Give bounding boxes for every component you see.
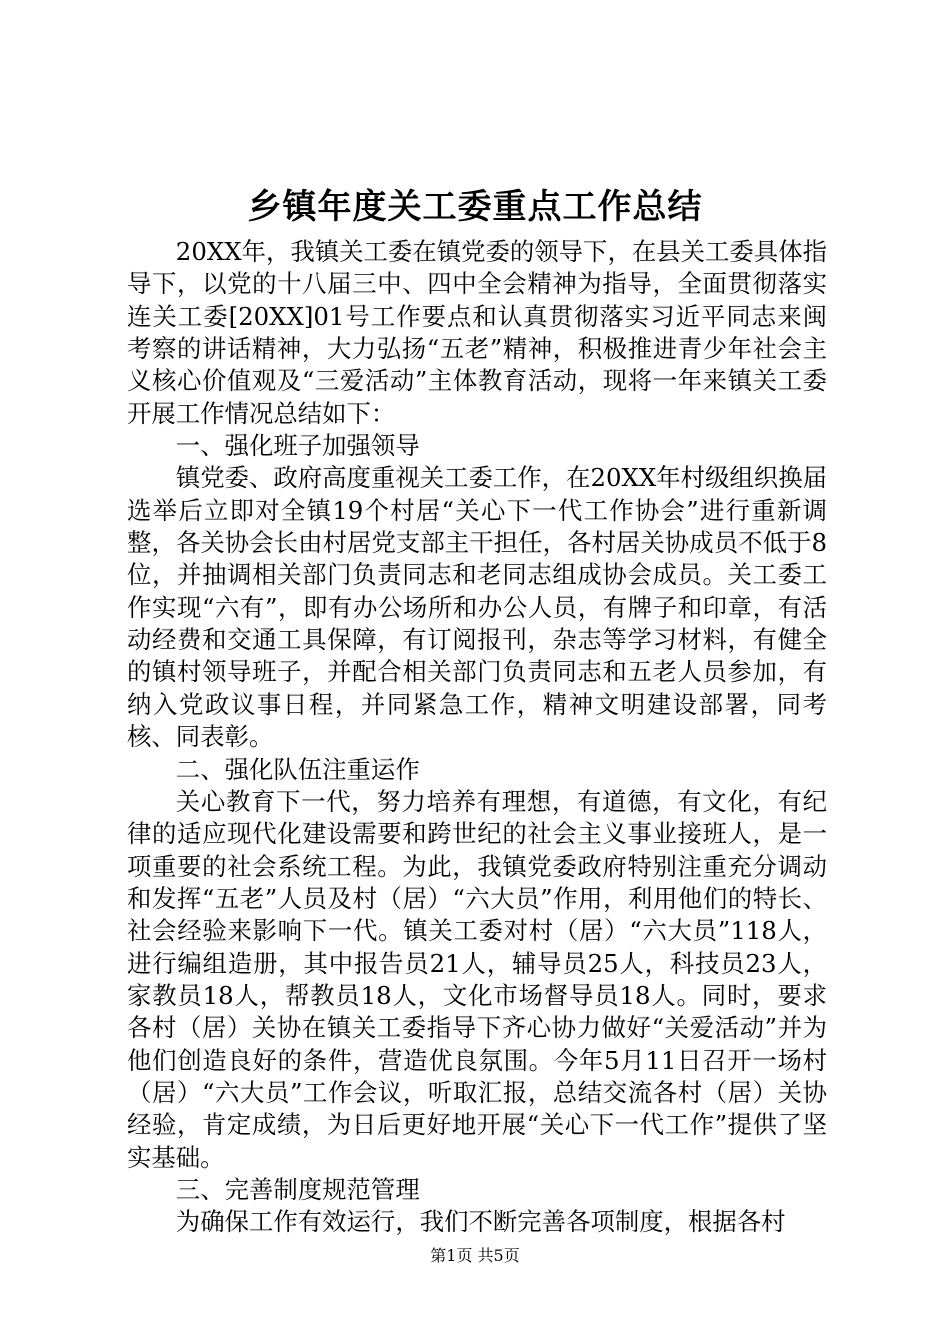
intro-paragraph: 20XX年，我镇关工委在镇党委的领导下，在县关工委具体指导下，以党的十八届三中、四中全会精神为指导，全面贯彻落实连关工委[20XX]01号工作要点和认真贯彻落实习近平同志来闽考察的讲话精神，大力弘扬“五老”精神，积极推进青少年社会主义核心价值观及“三爱活动”主体教育活动，现将一年来镇关工委开展工作情况总结如下： xyxy=(127,237,827,428)
section-heading-3: 三、完善制度规范管理 xyxy=(175,1174,420,1204)
page-footer: 第1页 共5页 xyxy=(430,1246,520,1265)
section-body-2: 关心教育下一代，努力培养有理想，有道德，有文化，有纪律的适应现代化建设需要和跨世纪的社会主义事业接班人，是一项重要的社会系统工程。为此，我镇党委政府特别注重充分调动和发挥“五老”人员及村（居）“六大员”作用，利用他们的特长、社会经验来影响下一代。镇关工委对村（居）“六大员”118人，进行编组造册，其中报告员21人，辅导员25人，科技员23人，家教员18人，帮教员18人，文化市场督导员18人。同时，要求各村（居）关协在镇关工委指导下齐心协力做好“关爱活动”并为他们创造良好的条件，营造优良氛围。今年5月11日召开一场村（居）“六大员”工作会议，听取汇报，总结交流各村（居）关协经验，肯定成绩，为日后更好地开展“关心下一代工作”提供了坚实基础。 xyxy=(127,786,827,1172)
document-title: 乡镇年度关工委重点工作总结 xyxy=(247,187,703,227)
section-body-1: 镇党委、政府高度重视关工委工作，在20XX年村级组织换届选举后立即对全镇19个村居“关心下一代工作协会”进行重新调整，各关协会长由村居党支部主干担任，各村居关协成员不低于8位，并抽调相关部门负责同志和老同志组成协会成员。关工委工作实现“六有”，即有办公场所和办公人员，有牌子和印章，有活动经费和交通工具保障，有订阅报刊，杂志等学习材料，有健全的镇村领导班子，并配合相关部门负责同志和五老人员参加，有纳入党政议事日程，并同紧急工作，精神文明建设部署，同考核、同表彰。 xyxy=(127,463,827,752)
document-body xyxy=(127,236,827,1239)
section-body-3: 为确保工作有效运行，我们不断完善各项制度，根据各村 xyxy=(175,1207,786,1237)
section-heading-2: 二、强化队伍注重运作 xyxy=(175,754,420,784)
section-heading-1: 一、强化班子加强领导 xyxy=(175,431,420,461)
